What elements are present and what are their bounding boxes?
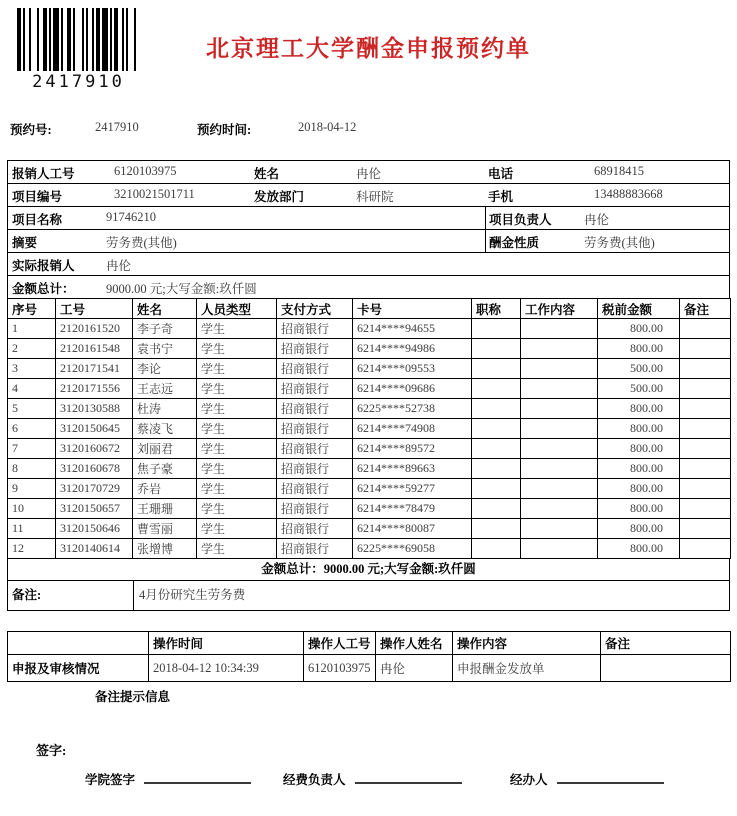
audit-cell: 申报酬金发放单 [453, 655, 601, 682]
items-cell: 招商银行 [277, 339, 353, 359]
name-value: 冉伦 [356, 167, 382, 181]
signature-item [85, 768, 251, 788]
items-cell [680, 379, 731, 399]
items-cell: 学生 [197, 519, 277, 539]
actual-claimant-value: 冉伦 [106, 259, 132, 273]
items-cell [521, 479, 598, 499]
issuing-dept-value: 科研院 [356, 190, 394, 204]
items-cell: 3120150646 [56, 519, 133, 539]
items-cell: 招商银行 [277, 459, 353, 479]
items-cell: 3120150657 [56, 499, 133, 519]
items-row [8, 319, 731, 339]
items-cell [680, 419, 731, 439]
items-header-cell: 税前金额 [598, 299, 680, 319]
items-cell: 学生 [197, 339, 277, 359]
audit-cell: 申报及审核情况 [8, 655, 149, 682]
name-label: 姓名 [254, 167, 280, 181]
items-cell [472, 379, 521, 399]
reward-type-value: 劳务费(其他) [584, 236, 655, 250]
remark-row [7, 581, 730, 611]
items-cell [521, 379, 598, 399]
items-cell: 张增博 [133, 539, 197, 559]
items-cell: 招商银行 [277, 319, 353, 339]
audit-header-cell: 操作人工号 [304, 632, 376, 655]
items-cell: 焦子豪 [133, 459, 197, 479]
project-no-value: 3210021501711 [114, 187, 195, 201]
items-row [8, 359, 731, 379]
audit-cell [601, 655, 731, 682]
items-cell [472, 419, 521, 439]
items-cell: 学生 [197, 539, 277, 559]
signature-item [283, 768, 462, 788]
items-cell [472, 339, 521, 359]
items-cell: 4 [8, 379, 56, 399]
items-cell [472, 459, 521, 479]
items-total-row: 金额总计：9000.00 元;大写金额:玖仟圆 [7, 559, 730, 581]
form-block [7, 160, 730, 611]
items-header-cell: 职称 [472, 299, 521, 319]
items-cell [472, 359, 521, 379]
items-row [8, 539, 731, 559]
items-cell: 3120160678 [56, 459, 133, 479]
items-table [7, 298, 731, 559]
items-cell: 招商银行 [277, 479, 353, 499]
items-cell: 6214****89663 [353, 459, 472, 479]
items-cell [680, 459, 731, 479]
items-cell: 1 [8, 319, 56, 339]
items-cell: 7 [8, 439, 56, 459]
items-cell: 6214****89572 [353, 439, 472, 459]
applicant-id-label: 报销人工号 [12, 167, 75, 181]
sign-section-label: 签字: [36, 743, 67, 758]
items-cell [472, 399, 521, 419]
signature-label: 学院签字 [85, 773, 136, 787]
info-row-summary [7, 229, 730, 252]
items-cell: 800.00 [598, 419, 680, 439]
project-leader-label: 项目负责人 [489, 213, 552, 227]
items-row [8, 519, 731, 539]
items-cell: 3120170729 [56, 479, 133, 499]
items-cell: 刘丽君 [133, 439, 197, 459]
items-cell: 6225****69058 [353, 539, 472, 559]
audit-header-row [8, 632, 731, 655]
audit-cell: 2018-04-12 10:34:39 [149, 655, 304, 682]
page-title: 北京理工大学酬金申报预约单 [206, 36, 531, 61]
items-cell: 9 [8, 479, 56, 499]
items-cell: 招商银行 [277, 419, 353, 439]
items-cell: 500.00 [598, 359, 680, 379]
items-cell: 招商银行 [277, 359, 353, 379]
reservation-time-label: 预约时间: [197, 123, 252, 137]
items-cell: 12 [8, 539, 56, 559]
items-cell: 招商银行 [277, 499, 353, 519]
items-row [8, 339, 731, 359]
items-cell: 6214****94655 [353, 319, 472, 339]
items-cell: 招商银行 [277, 379, 353, 399]
items-cell: 学生 [197, 499, 277, 519]
signature-label: 经费负责人 [283, 773, 346, 787]
items-cell [472, 539, 521, 559]
total-amount-label: 金额总计： [12, 282, 75, 296]
barcode-number: 2417910 [32, 72, 125, 92]
audit-header-cell: 操作时间 [149, 632, 304, 655]
items-cell: 2120171556 [56, 379, 133, 399]
project-no-label: 项目编号 [12, 190, 63, 204]
items-cell: 800.00 [598, 499, 680, 519]
items-cell: 乔岩 [133, 479, 197, 499]
info-row-total [7, 275, 730, 298]
items-cell [521, 399, 598, 419]
items-cell: 6214****94986 [353, 339, 472, 359]
reservation-time-value: 2018-04-12 [298, 120, 357, 134]
items-cell: 3120160672 [56, 439, 133, 459]
items-cell: 6214****09553 [353, 359, 472, 379]
items-row [8, 459, 731, 479]
items-cell [472, 479, 521, 499]
items-cell [521, 339, 598, 359]
items-cell [521, 439, 598, 459]
items-cell: 3120150645 [56, 419, 133, 439]
cell-divider [485, 207, 486, 229]
reservation-no-value: 2417910 [95, 120, 139, 134]
items-cell: 10 [8, 499, 56, 519]
items-cell [472, 499, 521, 519]
items-cell: 学生 [197, 359, 277, 379]
items-cell [680, 319, 731, 339]
items-header-cell: 工作内容 [521, 299, 598, 319]
items-cell: 11 [8, 519, 56, 539]
items-cell [521, 519, 598, 539]
items-cell [521, 359, 598, 379]
items-cell [521, 459, 598, 479]
phone-value: 68918415 [594, 164, 644, 178]
info-row-actual-claimant [7, 252, 730, 275]
remark-value: 4月份研究生劳务费 [139, 588, 246, 602]
items-cell: 6 [8, 419, 56, 439]
project-name-value: 91746210 [106, 210, 156, 224]
signature-line [144, 768, 251, 784]
audit-cell: 6120103975 [304, 655, 376, 682]
items-cell [680, 339, 731, 359]
items-header-row [8, 299, 731, 319]
signature-line [355, 768, 462, 784]
items-cell [472, 319, 521, 339]
phone-label: 电话 [488, 167, 514, 181]
audit-header-cell: 备注 [601, 632, 731, 655]
items-header-cell: 工号 [56, 299, 133, 319]
project-name-label: 项目名称 [12, 213, 63, 227]
mobile-value: 13488883668 [594, 187, 663, 201]
items-cell: 6225****52738 [353, 399, 472, 419]
items-cell: 学生 [197, 479, 277, 499]
items-cell: 800.00 [598, 519, 680, 539]
note-hint-label: 备注提示信息 [95, 690, 171, 704]
items-header-cell: 备注 [680, 299, 731, 319]
info-row-applicant [7, 160, 730, 183]
reservation-row [0, 120, 737, 138]
items-cell: 800.00 [598, 339, 680, 359]
items-cell: 学生 [197, 419, 277, 439]
items-cell: 招商银行 [277, 539, 353, 559]
items-cell: 2 [8, 339, 56, 359]
items-row [8, 479, 731, 499]
items-cell: 6214****80087 [353, 519, 472, 539]
items-cell: 800.00 [598, 319, 680, 339]
items-cell [680, 539, 731, 559]
cell-divider [133, 581, 134, 610]
issuing-dept-label: 发放部门 [254, 190, 305, 204]
items-cell: 学生 [197, 399, 277, 419]
signature-line [557, 768, 664, 784]
items-cell: 招商银行 [277, 439, 353, 459]
summary-value: 劳务费(其他) [106, 236, 177, 250]
items-header-cell: 支付方式 [277, 299, 353, 319]
items-cell [680, 479, 731, 499]
items-cell: 王志远 [133, 379, 197, 399]
items-row [8, 399, 731, 419]
items-cell: 招商银行 [277, 519, 353, 539]
items-cell: 5 [8, 399, 56, 419]
items-cell: 曹雪丽 [133, 519, 197, 539]
audit-table [7, 631, 731, 682]
items-cell [472, 519, 521, 539]
remark-label: 备注: [12, 588, 42, 602]
items-row [8, 499, 731, 519]
mobile-label: 手机 [488, 190, 514, 204]
items-cell: 3120140614 [56, 539, 133, 559]
items-cell: 2120161548 [56, 339, 133, 359]
items-cell: 800.00 [598, 539, 680, 559]
items-cell [521, 539, 598, 559]
items-header-cell: 姓名 [133, 299, 197, 319]
audit-header-cell [8, 632, 149, 655]
items-cell [521, 499, 598, 519]
items-cell: 学生 [197, 379, 277, 399]
items-cell: 袁书宁 [133, 339, 197, 359]
audit-table-body [8, 655, 731, 682]
items-cell: 800.00 [598, 479, 680, 499]
items-header-cell: 序号 [8, 299, 56, 319]
items-row [8, 419, 731, 439]
items-cell [521, 419, 598, 439]
reward-type-label: 酬金性质 [489, 236, 540, 250]
items-row [8, 379, 731, 399]
actual-claimant-label: 实际报销人 [12, 259, 75, 273]
items-cell: 6214****09686 [353, 379, 472, 399]
reservation-no-label: 预约号: [10, 123, 52, 137]
items-cell: 800.00 [598, 459, 680, 479]
items-cell [521, 319, 598, 339]
items-cell [680, 399, 731, 419]
items-cell [680, 439, 731, 459]
items-cell: 800.00 [598, 439, 680, 459]
items-cell: 学生 [197, 319, 277, 339]
items-cell: 800.00 [598, 399, 680, 419]
signature-label: 经办人 [510, 773, 548, 787]
signature-item [510, 768, 664, 788]
items-cell: 8 [8, 459, 56, 479]
items-cell: 李子奇 [133, 319, 197, 339]
items-cell [680, 499, 731, 519]
items-row [8, 439, 731, 459]
signature-row [0, 768, 737, 792]
items-cell: 500.00 [598, 379, 680, 399]
items-cell: 李论 [133, 359, 197, 379]
items-header-cell: 人员类型 [197, 299, 277, 319]
cell-divider [485, 230, 486, 252]
audit-header-cell: 操作内容 [453, 632, 601, 655]
audit-row [8, 655, 731, 682]
info-row-project-name [7, 206, 730, 229]
audit-header-cell: 操作人姓名 [376, 632, 453, 655]
items-cell [680, 519, 731, 539]
items-cell: 招商银行 [277, 399, 353, 419]
items-cell: 3120130588 [56, 399, 133, 419]
summary-label: 摘要 [12, 236, 38, 250]
items-cell: 杜涛 [133, 399, 197, 419]
items-cell: 蔡凌飞 [133, 419, 197, 439]
total-amount-value: 9000.00 元;大写金额:玖仟圆 [106, 282, 257, 296]
items-cell: 6214****59277 [353, 479, 472, 499]
items-cell: 学生 [197, 459, 277, 479]
items-cell: 3 [8, 359, 56, 379]
items-table-body [8, 319, 731, 559]
items-cell: 学生 [197, 439, 277, 459]
info-row-project [7, 183, 730, 206]
items-cell: 王珊珊 [133, 499, 197, 519]
items-cell: 6214****74908 [353, 419, 472, 439]
applicant-id-value: 6120103975 [114, 164, 177, 178]
items-cell: 2120171541 [56, 359, 133, 379]
items-header-cell: 卡号 [353, 299, 472, 319]
project-leader-value: 冉伦 [584, 213, 610, 227]
items-cell: 6214****78479 [353, 499, 472, 519]
items-cell [680, 359, 731, 379]
items-cell: 2120161520 [56, 319, 133, 339]
items-cell [472, 439, 521, 459]
audit-cell: 冉伦 [376, 655, 453, 682]
